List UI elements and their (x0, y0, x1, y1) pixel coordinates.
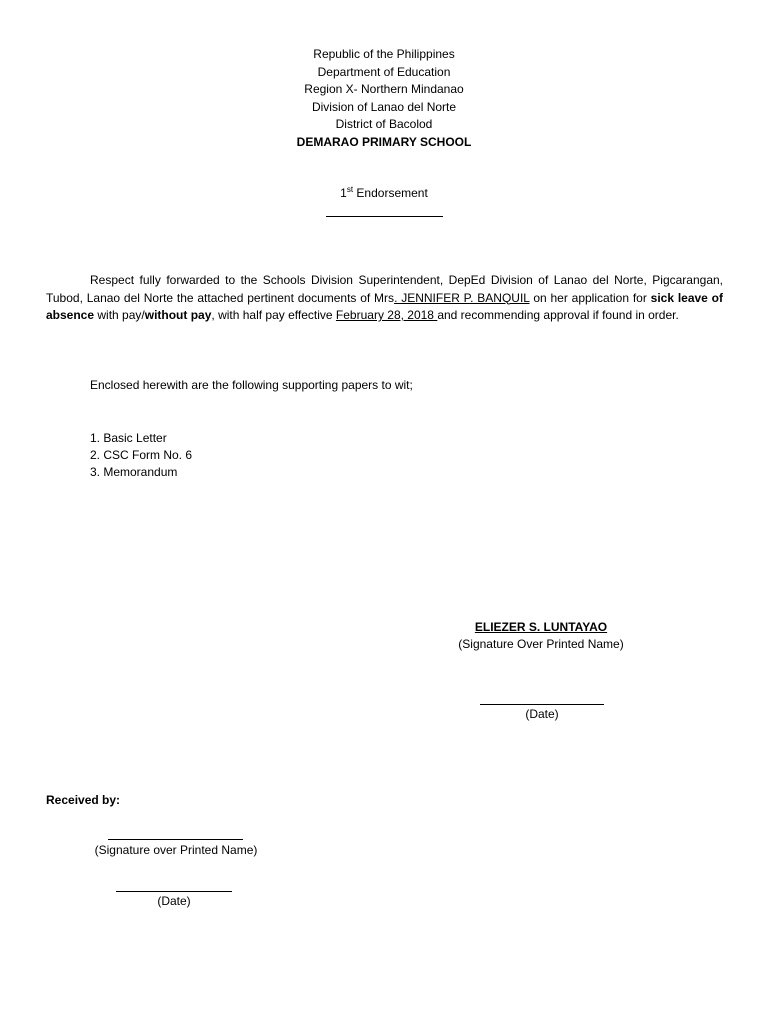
endorsement-label: Endorsement (353, 186, 428, 200)
body-text-2: on her application for (529, 290, 651, 305)
body-text-1: Respect fully forwarded to the Schools Division Superintendent, DepEd Division of Lanao del Norte, Pigcarangan, Tubod, Lanao del Norte the attached pertinent documents of Mrs (46, 273, 723, 305)
without-pay: without pay (144, 308, 212, 322)
body-text-4: , with half pay effective (211, 308, 336, 322)
endorsement-number: 1 (340, 186, 347, 200)
leave-type: sick leave of absence (46, 290, 723, 322)
endorsement-suffix: st (346, 185, 354, 194)
header-district: District of Bacolod (335, 117, 433, 131)
enclosed-statement: Enclosed herewith are the following supporting papers to wit; (90, 378, 413, 392)
receiver-signature-line (108, 839, 243, 840)
signatory-caption: (Signature Over Printed Name) (458, 637, 624, 651)
signatory-date-label: (Date) (525, 707, 559, 721)
receiver-date-line (116, 891, 232, 892)
list-item: 2. CSC Form No. 6 (90, 448, 193, 462)
receiver-caption: (Signature over Printed Name) (94, 843, 258, 857)
header-division: Division of Lanao del Norte (311, 99, 457, 114)
supporting-papers-list (90, 430, 192, 481)
body-text-5: and recommending approval if found in order. (437, 308, 679, 322)
header-department: Department of Education (317, 64, 451, 79)
endorsement-underline (326, 216, 443, 217)
header-school: DEMARAO PRIMARY SCHOOL (296, 134, 472, 149)
header-region: Region X- Northern Mindanao (304, 82, 464, 96)
received-by-label: Received by: (46, 793, 121, 807)
list-item: 3. Memorandum (90, 465, 178, 479)
employee-name: . JENNIFER P. BANQUIL (394, 290, 530, 305)
signatory-date-line (480, 704, 604, 705)
body-text-3: with pay/ (94, 308, 145, 322)
list-item: 1. Basic Letter (90, 431, 167, 445)
endorsement-body (46, 272, 723, 325)
endorsement-title (0, 186, 768, 200)
signatory-name: ELIEZER S. LUNTAYAO (474, 620, 608, 634)
effective-date: February 28, 2018 (335, 308, 438, 322)
letterhead (0, 46, 768, 151)
receiver-date-label: (Date) (157, 894, 191, 908)
header-republic: Republic of the Philippines (313, 47, 455, 61)
